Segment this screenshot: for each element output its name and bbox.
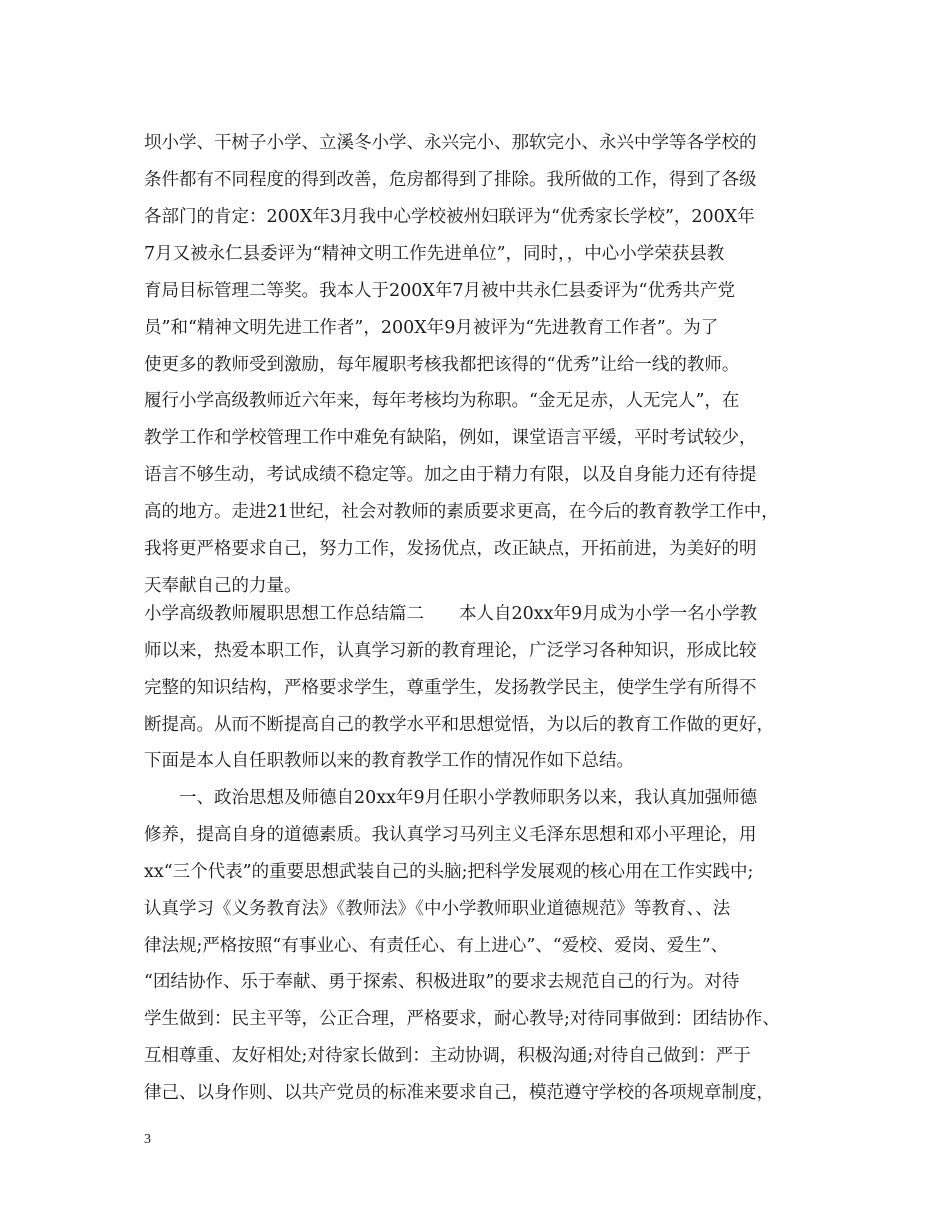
text-line: 修养，提高自身的道德素质。我认真学习马列主义毛泽东思想和邓小平理论，用 (144, 825, 757, 845)
text-line: 员”和“精神文明先进工作者”，200X年9月被评为“先进教育工作者”。为了 (144, 318, 719, 338)
text-line: 下面是本人自任职教师以来的教育教学工作的情况作如下总结。 (144, 751, 634, 771)
text-line: 师以来，热爱本职工作，认真学习新的教育理论，广泛学习各种知识，形成比较 (144, 641, 757, 661)
text-line: 律法规;严格按照“有事业心、有责任心、有上进心”、“爱校、爱岗、爱生”、 (144, 936, 729, 956)
text-line: 互相尊重、友好相处;对待家长做到：主动协调，积极沟通;对待自己做到：严于 (144, 1046, 751, 1066)
text-line: 断提高。从而不断提高自己的教学水平和思想觉悟，为以后的教育工作做的更好， (144, 715, 774, 735)
text-line: 履行小学高级教师近六年来，每年考核均为称职。“金无足赤，人无完人”，在 (144, 391, 740, 411)
section-heading-line: 小学高级教师履职思想工作总结篇二 本人自20xx年9月成为小学一名小学教 (144, 604, 758, 624)
text-line: 律己、以身作则、以共产党员的标准来要求自己，模范遵守学校的各项规章制度， (144, 1083, 774, 1103)
text-line: 语言不够生动，考试成绩不稳定等。加之由于精力有限，以及自身能力还有待提 (144, 465, 757, 485)
text-line: 高的地方。走进21世纪，社会对教师的素质要求更高，在今后的教育教学工作中， (144, 502, 779, 522)
text-line: 完整的知识结构，严格要求学生，尊重学生，发扬教学民主，使学生学有所得不 (144, 678, 757, 698)
text-line: 一、政治思想及师德自20xx年9月任职小学教师职务以来，我认真加强师德 (144, 788, 758, 808)
text-line: xx“三个代表”的重要思想武装自己的头脑;把科学发展观的核心用在工作实践中; (144, 862, 754, 882)
text-line: 坝小学、干树子小学、立溪冬小学、永兴完小、那软完小、永兴中学等各学校的 (144, 133, 757, 153)
text-line: 学生做到：民主平等，公正合理，严格要求，耐心教导;对待同事做到：团结协作、 (144, 1009, 780, 1029)
text-line: 我将更严格要求自己，努力工作，发扬优点，改正缺点，开拓前进，为美好的明 (144, 539, 757, 559)
text-line: 教学工作和学校管理工作中难免有缺陷，例如，课堂语言平缓，平时考试较少， (144, 428, 757, 448)
text-line: 各部门的肯定：200X年3月我中心学校被州妇联评为“优秀家长学校”，200X年 (144, 207, 755, 227)
text-line: 认真学习《义务教育法》《教师法》《中小学教师职业道德规范》等教育、、法 (144, 899, 731, 919)
text-line: 使更多的教师受到激励，每年履职考核我都把该得的“优秀”让给一线的教师。 (144, 355, 740, 375)
text-line: “团结协作、乐于奉献、勇于探索、积极进取”的要求去规范自己的行为。对待 (144, 972, 740, 992)
page-number: 3 (144, 1132, 151, 1147)
text-line: 7月又被永仁县委评为“精神文明工作先进单位”，同时，，中心小学荣获县教 (144, 244, 725, 264)
text-line: 条件都有不同程度的得到改善，危房都得到了排除。我所做的工作，得到了各级 (144, 170, 757, 190)
text-line: 育局目标管理二等奖。我本人于200X年7月被中共永仁县委评为“优秀共产党 (144, 281, 735, 301)
text-line: 天奉献自己的力量。 (144, 576, 302, 596)
